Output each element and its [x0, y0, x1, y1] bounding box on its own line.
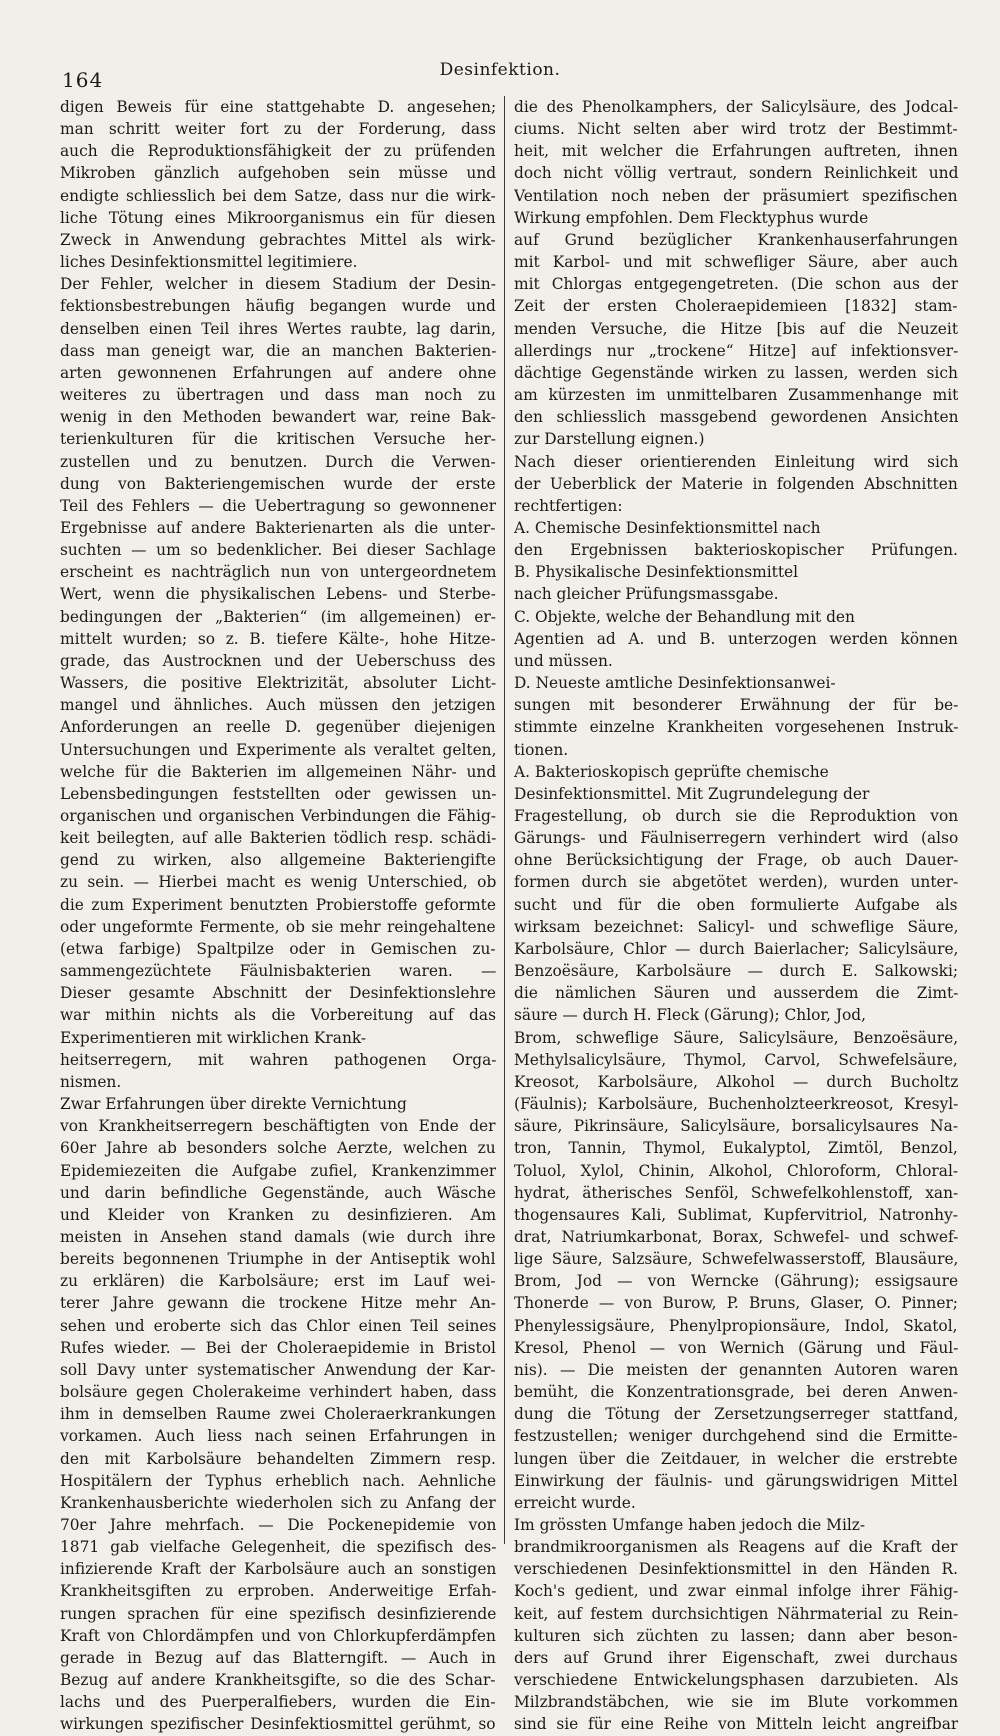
text-line: grade, das Austrocknen und der Ueberschuss des — [60, 651, 496, 670]
text-line: bereits begonnenen Triumphe in der Antiseptik wohl — [60, 1250, 496, 1269]
text-line: formen durch sie abgetötet werden), wurden unter- — [514, 873, 958, 892]
text-line: Epidemiezeiten die Aufgabe zufiel, Krankenzimmer — [60, 1161, 496, 1180]
text-line: (Fäulnis); Karbolsäure, Buchenholzteerkreosot, Kresyl- — [514, 1095, 958, 1114]
text-line: Bezug auf andere Krankheitsgifte, so die des Schar- — [60, 1671, 496, 1690]
text-line: rungen sprachen für eine spezifisch desinfizierende — [60, 1604, 496, 1623]
text-line: Kresol, Phenol — von Wernich (Gärung und Fäul- — [514, 1338, 958, 1357]
text-line: erscheint es nachträglich nun von untergeordnetem — [60, 563, 496, 582]
text-line: (etwa farbige) Spaltpilze oder in Gemischen zu- — [60, 939, 496, 958]
text-line: denselben einen Teil ihres Wertes raubte, lag darin, — [60, 319, 496, 338]
text-line: und Kleider von Kranken zu desinfizieren. Am — [60, 1205, 496, 1224]
text-line: drat, Natriumkarbonat, Borax, Schwefel- und schwef- — [514, 1227, 958, 1246]
text-line: A. Chemische Desinfektionsmittel nach — [514, 518, 821, 537]
text-line: digen Beweis für eine stattgehabte D. angesehen; — [60, 98, 496, 116]
text-line: auf Grund bezüglicher Krankenhauserfahrungen — [514, 230, 958, 249]
text-line: mittelt wurden; so z. B. tiefere Kälte-, hohe Hitze- — [60, 629, 496, 648]
text-line: Wirkung empfohlen. Dem Flecktyphus wurde — [514, 208, 869, 227]
column-divider — [504, 96, 505, 1544]
text-line: Thonerde — von Burow, P. Bruns, Glaser, O. Pinner; — [514, 1294, 958, 1313]
text-line: zustellen und zu benutzen. Durch die Verwen- — [60, 452, 496, 471]
text-line: lungen über die Zeitdauer, in welcher die erstrebte — [514, 1449, 958, 1468]
text-line: Krankenhausberichte wiederholen sich zu Anfang der — [60, 1493, 496, 1512]
text-line: wenig in den Methoden bewandert war, reine Bak- — [60, 408, 496, 427]
text-line: bemüht, die Konzentrationsgrade, bei deren Anwen- — [514, 1383, 958, 1402]
text-line: dung die Tötung der Zersetzungserreger stattfand, — [514, 1405, 958, 1424]
page-number: 164 — [62, 68, 104, 92]
text-line: Mikroben gänzlich aufgehoben sein müsse und — [60, 164, 496, 183]
text-line: keit, auf festem durchsichtigen Nährmaterial zu Rein- — [514, 1604, 958, 1623]
text-line: Desinfektionsmittel. Mit Zugrundelegung der — [514, 784, 870, 803]
text-line: mit Karbol- und mit schwefliger Säure, aber auch — [514, 253, 958, 272]
text-line: allerdings nur „trockene“ Hitze] auf infektionsver- — [514, 341, 958, 360]
text-line: festzustellen; weniger durchgehend sind die Ermitte- — [514, 1427, 958, 1446]
text-line: zu erklären) die Karbolsäure; erst im Lauf wei- — [60, 1272, 496, 1291]
text-line: kulturen sich züchten zu lassen; dann aber beson- — [514, 1626, 958, 1645]
text-line: infizierende Kraft der Karbolsäure auch an sonstigen — [60, 1560, 496, 1579]
text-line: Karbolsäure, Chlor — durch Baierlacher; Salicylsäure, — [514, 939, 958, 958]
text-line: Kraft von Chlordämpfen und von Chlorkupferdämpfen — [60, 1626, 496, 1645]
text-line: Zwar Erfahrungen über direkte Vernichtung — [60, 1095, 407, 1114]
text-line: Dieser gesamte Abschnitt der Desinfektionslehre — [60, 984, 496, 1003]
text-line: tron, Tannin, Thymol, Eukalyptol, Zimtöl, Benzol, — [514, 1139, 958, 1158]
text-line: Benzoësäure, Karbolsäure — durch E. Salkowski; — [514, 962, 958, 981]
text-line: säure — durch H. Fleck (Gärung); Chlor, Jod, — [514, 1006, 867, 1025]
text-line: 60er Jahre ab besonders solche Aerzte, welchen zu — [60, 1139, 496, 1158]
text-line: Fragestellung, ob durch sie die Reproduktion von — [514, 807, 958, 825]
text-line: erreicht wurde. — [514, 1493, 636, 1512]
left-text-column — [60, 96, 496, 1736]
text-line: keit beilegten, auf alle Bakterien tödlich resp. schädi- — [60, 829, 496, 848]
text-line: thogensaures Kali, Sublimat, Kupfervitriol, Natronhy- — [514, 1205, 958, 1224]
text-line: Nach dieser orientierenden Einleitung wird sich — [514, 452, 958, 471]
text-line: wirkungen spezifischer Desinfektiosmittel gerühmt, so — [60, 1715, 496, 1734]
text-line: zur Darstellung eignen.) — [514, 430, 705, 449]
text-line: Untersuchungen und Experimente als veraltet gelten, — [60, 740, 496, 759]
text-line: auch die Reproduktionsfähigkeit der zu prüfenden — [60, 142, 496, 161]
text-line: Wassers, die positive Elektrizität, absoluter Licht- — [60, 674, 496, 693]
text-line: oder ungeformte Fermente, ob sie mehr reingehaltene — [60, 917, 496, 936]
text-line: sind sie für eine Reihe von Mitteln leicht angreifbar — [514, 1715, 958, 1734]
text-line: ihm in demselben Raume zwei Choleraerkrankungen — [60, 1405, 496, 1424]
text-line: heit, mit welcher die Erfahrungen auftreten, ihnen — [514, 142, 958, 161]
text-line: Teil des Fehlers — die Uebertragung so gewonnener — [60, 496, 496, 515]
text-line: Phenylessigsäure, Phenylpropionsäure, Indol, Skatol, — [514, 1316, 958, 1335]
text-line: sungen mit besonderer Erwähnung der für be- — [514, 696, 958, 715]
text-line: Der Fehler, welcher in diesem Stadium der Desin- — [60, 275, 496, 294]
running-head-title: Desinfektion. — [439, 60, 561, 80]
text-line: suchten — um so bedenklicher. Bei dieser Sachlage — [60, 541, 496, 560]
text-line: Experimentieren mit wirklichen Krank- — [60, 1028, 367, 1047]
text-line: Lebensbedingungen feststellten oder gewissen un- — [60, 784, 496, 803]
text-line: die nämlichen Säuren und ausserdem die Zimt- — [514, 984, 958, 1003]
text-line: Milzbrandstäbchen, wie sie im Blute vorkommen — [514, 1693, 958, 1712]
text-line: organischen und organischen Verbindungen die Fähig- — [60, 807, 496, 825]
text-line: den Ergebnissen bakterioskopischer Prüfungen. — [514, 541, 958, 560]
text-line: Hospitälern der Typhus erheblich nach. Aehnliche — [60, 1471, 496, 1490]
text-line: Ventilation noch neben der präsumiert spezifischen — [514, 186, 958, 205]
text-line: 1871 gab vielfache Gelegenheit, die spezifisch des- — [60, 1538, 496, 1557]
text-line: zu sein. — Hierbei macht es wenig Unterschied, ob — [60, 873, 496, 892]
text-line: Wert, wenn die physikalischen Lebens- und Sterbe- — [60, 585, 496, 604]
text-line: tionen. — [514, 740, 569, 759]
text-line: welche für die Bakterien im allgemeinen Nähr- und — [60, 762, 496, 781]
text-line: dächtige Gegenstände wirken zu lassen, werden sich — [514, 363, 958, 382]
text-line: meisten in Ansehen stand damals (wie durch ihre — [60, 1227, 496, 1246]
text-line: säure, Pikrinsäure, Salicylsäure, borsalicylsaures Na- — [514, 1117, 958, 1136]
text-line: lige Säure, Salzsäure, Schwefelwasserstoff, Blausäure, — [514, 1250, 958, 1269]
text-line: Anforderungen an reelle D. gegenüber diejenigen — [60, 718, 496, 737]
text-line: bedingungen der „Bakterien“ (im allgemeinen) er- — [60, 607, 496, 626]
text-line: den schliesslich massgebend gewordenen Ansichten — [514, 408, 958, 427]
right-text-column — [514, 96, 958, 1736]
text-line: B. Physikalische Desinfektionsmittel — [514, 563, 799, 582]
text-line: Ergebnisse auf andere Bakterienarten als die unter- — [60, 518, 496, 537]
text-line: die des Phenolkamphers, der Salicylsäure, des Jodcal- — [514, 98, 958, 116]
text-line: Gärungs- und Fäulniserregern verhindert wird (also — [514, 829, 958, 848]
text-line: man schritt weiter fort zu der Forderung, dass — [60, 120, 496, 139]
text-line: menden Versuche, die Hitze [bis auf die Neuzeit — [514, 319, 958, 338]
text-line: gerade in Bezug auf das Blatterngift. — Auch in — [60, 1648, 496, 1667]
text-line: Rufes wieder. — Bei der Choleraepidemie in Bristol — [60, 1338, 496, 1357]
text-line: ohne Berücksichtigung der Frage, ob auch Dauer- — [514, 851, 958, 870]
text-line: sehen und eroberte sich das Chlor einen Teil seines — [60, 1316, 496, 1335]
text-line: ders auf Grund ihrer Eigenschaft, zwei durchaus — [514, 1648, 958, 1667]
text-line: Zweck in Anwendung gebrachtes Mittel als wirk- — [60, 230, 496, 249]
text-line: Koch's gedient, und zwar einmal infolge ihrer Fähig- — [514, 1582, 958, 1601]
text-line: war mithin nichts als die Vorbereitung auf das — [60, 1006, 496, 1025]
text-line: nis). — Die meisten der genannten Autoren waren — [514, 1360, 958, 1379]
text-line: Brom, schweflige Säure, Salicylsäure, Benzoësäure, — [514, 1028, 958, 1047]
text-line: die zum Experiment benutzten Probierstoffe geformte — [60, 895, 496, 914]
text-line: Brom, Jod — von Werncke (Gährung); essigsaure — [514, 1272, 958, 1291]
text-line: sammengezüchtete Fäulnisbakterien waren. — — [60, 962, 496, 981]
text-line: stimmte einzelne Krankheiten vorgesehenen Instruk- — [514, 718, 958, 737]
text-line: ciums. Nicht selten aber wird trotz der Bestimmt- — [514, 120, 958, 139]
text-line: Toluol, Xylol, Chinin, Alkohol, Chloroform, Chloral- — [514, 1161, 958, 1180]
text-line: bolsäure gegen Cholerakeime verhindert haben, dass — [60, 1383, 496, 1402]
text-line: Agentien ad A. und B. unterzogen werden können — [514, 629, 958, 648]
text-line: Einwirkung der fäulnis- und gärungswidrigen Mittel — [514, 1471, 958, 1490]
text-line: Zeit der ersten Choleraepidemieen [1832] stam- — [514, 297, 958, 316]
text-line: dass man geneigt war, die an manchen Bakterien- — [60, 341, 496, 360]
text-line: C. Objekte, welche der Behandlung mit den — [514, 607, 855, 626]
text-line: mangel und ähnliches. Auch müssen den jetzigen — [60, 696, 496, 715]
text-line: nach gleicher Prüfungsmassgabe. — [514, 585, 779, 604]
text-line: brandmikroorganismen als Reagens auf die Kraft der — [514, 1538, 958, 1557]
text-line: vorkamen. Auch liess nach seinen Erfahrungen in — [60, 1427, 496, 1446]
text-line: hydrat, ätherisches Senföl, Schwefelkohlenstoff, xan- — [514, 1183, 958, 1202]
text-line: A. Bakterioskopisch geprüfte chemische — [514, 762, 829, 781]
text-line: soll Davy unter systematischer Anwendung der Kar- — [60, 1360, 496, 1379]
text-line: dung von Bakteriengemischen wurde der erste — [60, 474, 496, 493]
text-line: der Ueberblick der Materie in folgenden Abschnitten — [514, 474, 958, 493]
text-line: gend zu wirken, also allgemeine Bakteriengifte — [60, 851, 496, 870]
text-line: verschiedene Entwickelungsphasen darzubieten. Als — [514, 1671, 958, 1690]
text-line: am kürzesten im unmittelbaren Zusammenhange mit — [514, 386, 958, 405]
text-line: Methylsalicylsäure, Thymol, Carvol, Schwefelsäure, — [514, 1050, 958, 1069]
text-line: terienkulturen für die kritischen Versuche her- — [60, 430, 496, 449]
text-line: wirksam bezeichnet: Salicyl- und schweflige Säure, — [514, 917, 958, 936]
text-line: Im grössten Umfange haben jedoch die Milz- — [514, 1516, 866, 1534]
text-line: liche Tötung eines Mikroorganismus ein für diesen — [60, 208, 496, 227]
text-line: fektionsbestrebungen häufig begangen wurde und — [60, 297, 496, 316]
text-line: lachs und des Puerperalfiebers, wurden die Ein- — [60, 1693, 496, 1712]
text-line: verschiedenen Desinfektionsmittel in den Händen R. — [514, 1560, 958, 1579]
text-line: doch nicht völlig vertraut, sondern Reinlichkeit und — [514, 164, 958, 183]
text-line: rechtfertigen: — [514, 496, 623, 515]
text-line: weiteres zu übertragen und dass man noch zu — [60, 386, 496, 405]
text-line: den mit Karbolsäure behandelten Zimmern resp. — [60, 1449, 496, 1468]
text-line: von Krankheitserregern beschäftigten von Ende der — [60, 1117, 496, 1136]
text-line: liches Desinfektionsmittel legitimiere. — [60, 253, 358, 272]
text-line: Krankheitsgiften zu erproben. Anderweitige Erfah- — [60, 1582, 496, 1601]
text-line: und darin befindliche Gegenstände, auch Wäsche — [60, 1183, 496, 1202]
text-line: mit Chlorgas entgegengetreten. (Die schon aus der — [514, 275, 958, 294]
text-line: Kreosot, Karbolsäure, Alkohol — durch Bucholtz — [514, 1072, 958, 1091]
text-line: nismen. — [60, 1072, 122, 1091]
text-line: heitserregern, mit wahren pathogenen Orga- — [60, 1050, 496, 1069]
text-line: endigte schliesslich bei dem Satze, dass nur die wirk- — [60, 186, 496, 205]
text-line: sucht und für die oben formulierte Aufgabe als — [514, 895, 958, 914]
text-line: arten gewonnenen Erfahrungen auf andere ohne — [60, 363, 496, 382]
text-line: D. Neueste amtliche Desinfektionsanwei- — [514, 674, 836, 693]
text-line: 70er Jahre mehrfach. — Die Pockenepidemie von — [60, 1516, 496, 1534]
text-line: terer Jahre gewann die trockene Hitze mehr An- — [60, 1294, 496, 1313]
text-line: und müssen. — [514, 651, 613, 670]
